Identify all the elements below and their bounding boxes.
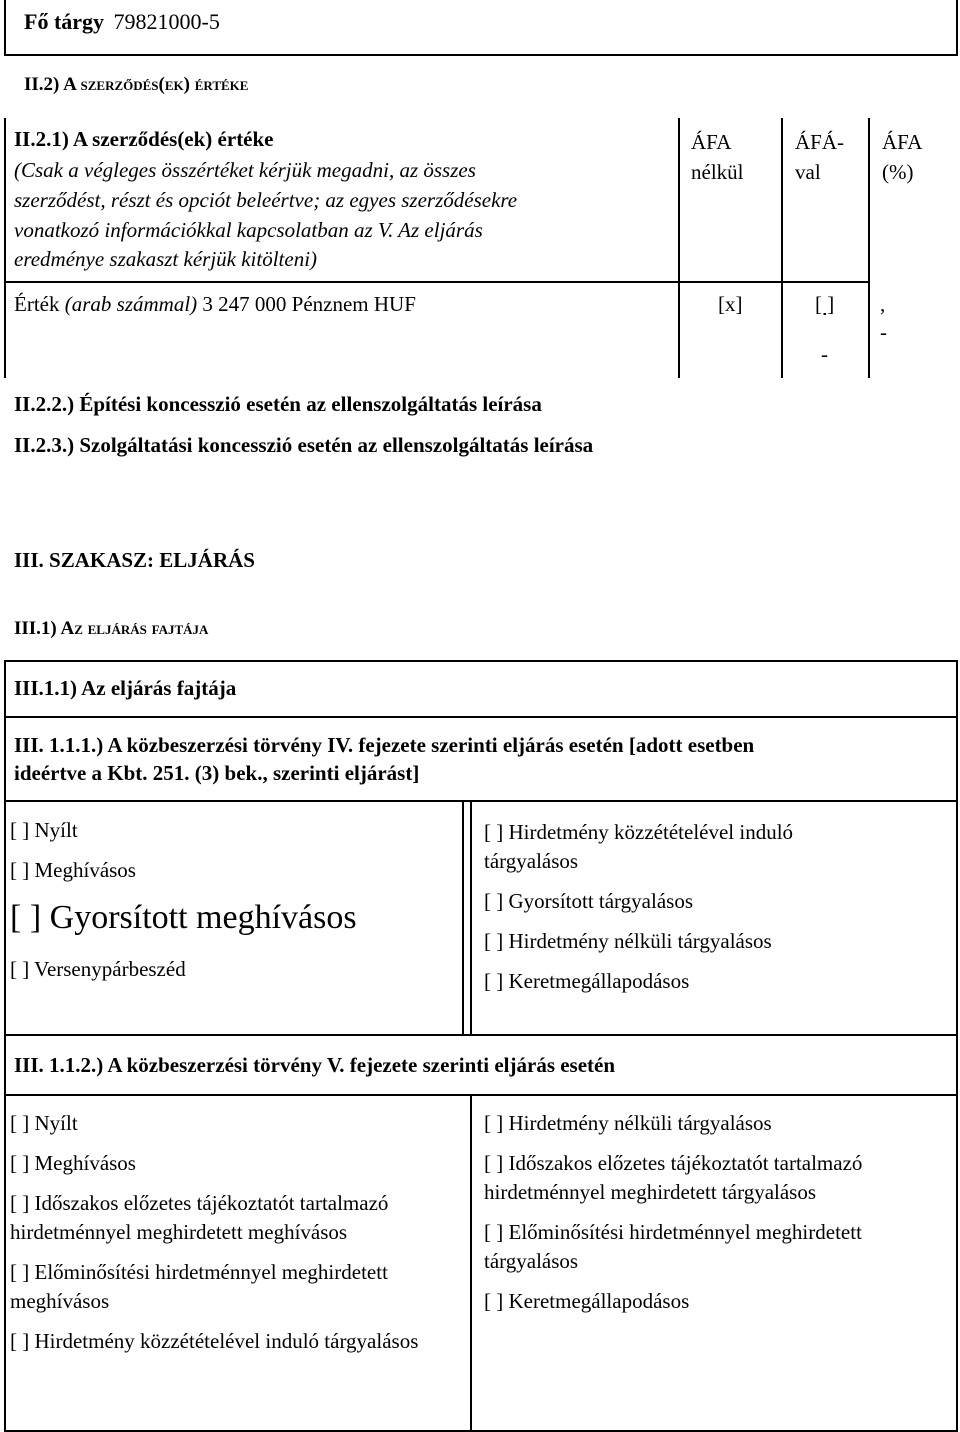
section-ii22: II.2.2.) Építési koncesszió esetén az ellenszolgáltatás leírása [14,392,542,416]
options-grid-left [4,800,6,1036]
main-subject-row [24,9,220,35]
section-ii2-title: II.2) A szerződés(ek) értéke [24,74,249,95]
table-left-border [4,118,6,378]
option-iv-negotiated-with-notice[interactable]: [ ] Hirdetmény közzétételével induló tárgyalásos [484,820,794,873]
option-v-negotiated-without-notice[interactable]: [ ] Hirdetmény nélküli tárgyalásos [484,1111,772,1135]
value-label: Érték [14,292,60,316]
option-iv-accelerated-negotiated[interactable]: [ ] Gyorsított tárgyalásos [484,889,693,913]
col-header-vat-pct-1: ÁFA [882,130,923,154]
section-iii112-title: III. 1.1.2.) A közbeszerzési törvény V. fejezete szerinti eljárás esetén [14,1053,616,1077]
section-ii21-note-4: eredménye szakaszt kérjük kitölteni) [14,247,318,271]
table-row-divider [4,281,870,283]
option-v-restricted[interactable]: [ ] Meghívásos [10,1151,136,1175]
section-iii11-title: III.1.1) Az eljárás fajtája [14,676,237,700]
option-v-restricted-prequalification[interactable]: [ ] Előminősítési hirdetménnyel meghirdetett meghívásos [10,1260,388,1313]
options-grid-mid-2 [470,800,472,1036]
value-note: (arab számmal) [64,292,198,316]
procedure-type-divider [4,716,958,718]
section-iii111-line2: ideértve a Kbt. 251. (3) bek., szerinti eljárást] [14,761,420,785]
option-v-negotiated-pin[interactable]: [ ] Időszakos előzetes tájékoztatót tartalmazó hirdetménnyel meghirdetett tárgyalásos [484,1151,863,1204]
options-grid-right [956,800,958,1036]
main-subject-code: 79821000-5 [113,9,220,34]
vat-pct-comma: , [880,292,886,316]
option-iv-negotiated-without-notice[interactable]: [ ] Hirdetmény nélküli tárgyalásos [484,929,772,953]
option-v-negotiated-with-notice[interactable]: [ ] Hirdetmény közzétételével induló tárgyalásos [10,1329,419,1353]
section-ii21-note-3: vonatkozó információkkal kapcsolatban az V. Az eljárás [14,218,483,242]
options-grid-top [4,800,958,802]
chapter-v-options-divider [470,1094,472,1432]
option-v-negotiated-prequalification[interactable]: [ ] Előminősítési hirdetménnyel meghirdetett tárgyalásos [484,1220,862,1273]
section-iii-title: III. SZAKASZ: ELJÁRÁS [14,548,255,572]
option-v-open[interactable]: [ ] Nyílt [10,1111,78,1135]
vat-pct-dash: - [880,320,887,344]
vat-excl-checkbox[interactable]: [x] [718,292,743,316]
option-iv-competitive-dialogue[interactable]: [ ] Versenypárbeszéd [10,957,186,981]
col-header-vat-excl-1: ÁFA [691,130,732,154]
options-grid-mid-1 [462,800,464,1036]
section-ii21-note-1: (Csak a végleges összértéket kérjük megadni, az összes [14,158,476,182]
table-col-divider-1 [678,118,680,378]
col-header-vat-pct-2: (%) [882,160,914,184]
v-right-options [484,1109,884,1327]
iv-right-options [484,818,874,1007]
section-ii21-note-2: szerződést, részt és opciót beleértve; az egyes szerződésekre [14,188,518,212]
value-amount: 3 247 000 [202,292,287,316]
col-header-vat-incl-1: ÁFÁ- [795,130,845,154]
option-v-framework[interactable]: [ ] Keretmegállapodásos [484,1289,690,1313]
currency-label: Pénznem [291,292,369,316]
value-row [14,292,416,317]
main-subject-label: Fő tárgy [24,9,105,34]
option-iv-restricted[interactable]: [ ] Meghívásos [10,858,136,882]
section-iii1-subtitle: III.1) Az eljárás fajtája [14,618,209,639]
section-iii111-line1: III. 1.1.1.) A közbeszerzési törvény IV. fejezete szerinti eljárás esetén [adott esetben [14,733,755,757]
section-ii21-title: II.2.1) A szerződés(ek) értéke [14,127,274,151]
table-col-divider-2 [781,118,783,378]
option-iv-accelerated-restricted[interactable]: [ ] Gyorsított meghívásos [10,899,357,936]
currency-value: HUF [373,292,416,316]
col-header-vat-excl-2: nélkül [691,160,744,184]
option-iv-framework[interactable]: [ ] Keretmegállapodásos [484,969,690,993]
section-ii23: II.2.3.) Szolgáltatási koncesszió esetén az ellenszolgáltatás leírása [14,433,594,457]
vat-incl-checkbox[interactable]: [ ] [815,292,835,316]
table-col-divider-3 [868,118,870,378]
option-v-restricted-pin[interactable]: [ ] Időszakos előzetes tájékoztatót tartalmazó hirdetménnyel meghirdetett meghívásos [10,1191,389,1244]
vat-incl-dash: - [821,342,828,366]
col-header-vat-incl-2: val [795,160,821,184]
v-left-options [10,1109,430,1367]
option-iv-open[interactable]: [ ] Nyílt [10,818,78,842]
